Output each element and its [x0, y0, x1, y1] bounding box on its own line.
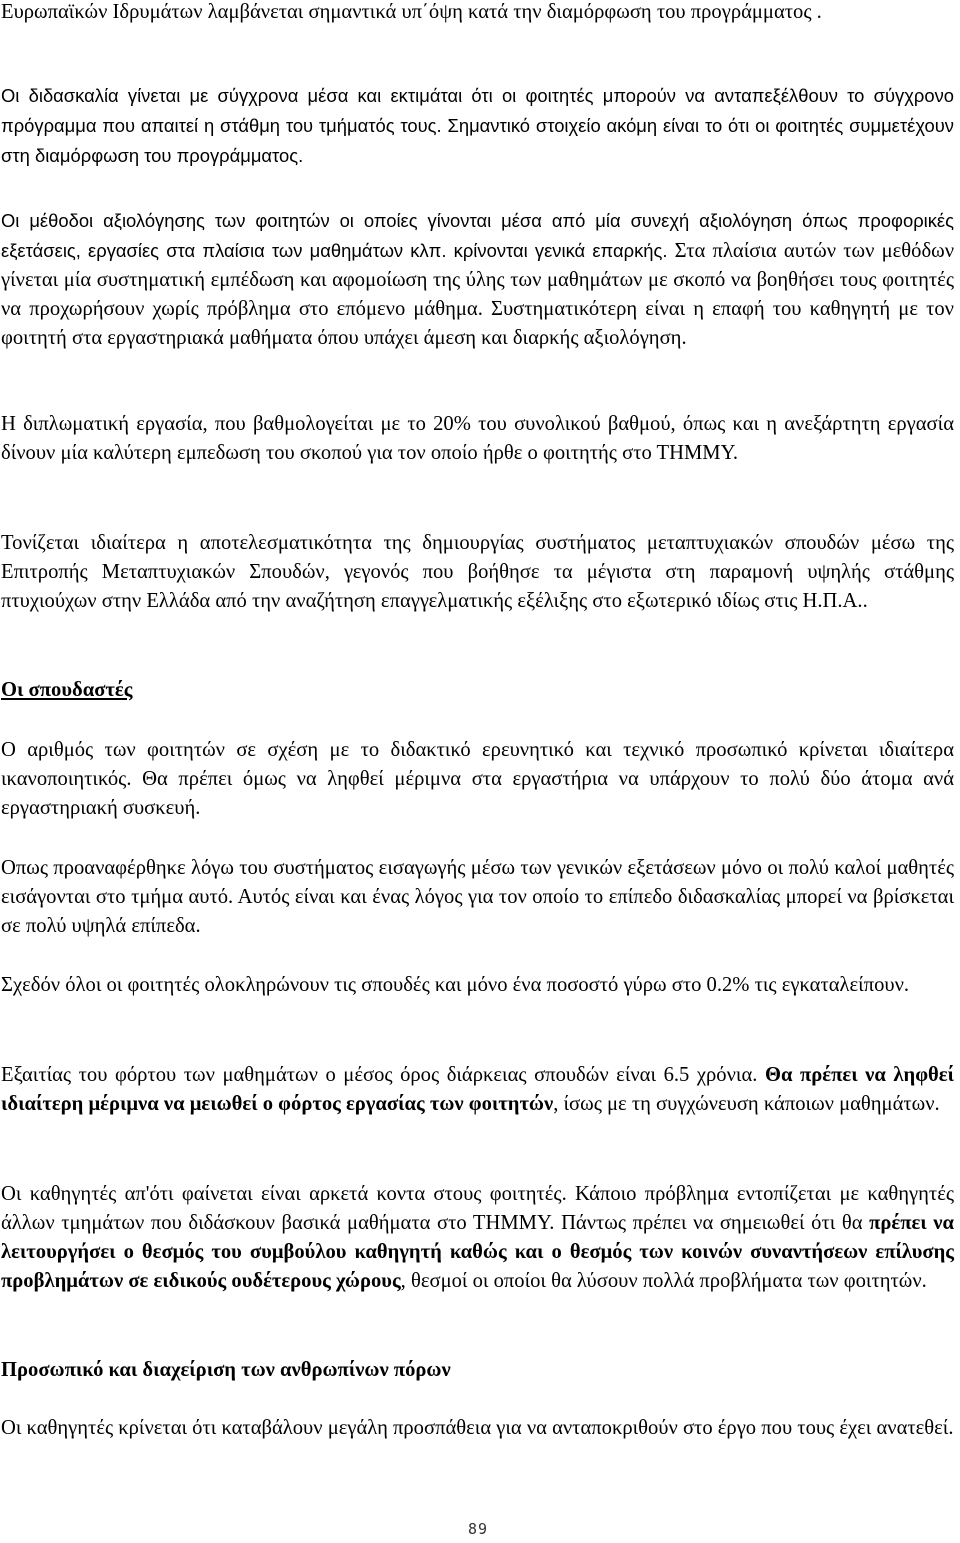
paragraph-9-part-1: Εξαιτίας του φόρτου των μαθημάτων ο μέσος όρος διάρκειας σπουδών είναι 6.5 χρόνια. [1, 1064, 765, 1086]
paragraph-6-part-2: Θα πρέπει όμως να ληφθεί μέριμνα στα εργαστήρια να υπάρχουν το πολύ δύο άτομα ανά εργαστηριακή συσκευή. [1, 768, 954, 819]
paragraph-9-bold: Θα πρέπει να ληφθεί ιδιαίτερη μέριμνα να μειωθεί ο φόρτος εργασίας των φοιτητών [1, 1064, 954, 1115]
paragraph-7 [1, 854, 954, 941]
paragraph-4: Η διπλωματική εργασία, που βαθμολογείται με το 20% του συνολικού βαθμού, όπως και η ανεξάρτητη εργασία δίνουν μία καλύτερη εμπεδωση του σκοπού για τον οποίο ήρθε ο φοιτητής στο ΤΗΜΜΥ. [1, 413, 954, 464]
paragraph-10-part-1: Οι καθηγητές απ'ότι φαίνεται είναι αρκετά κοντα στους φοιτητές. [1, 1183, 576, 1205]
page-number: 89 [467, 1520, 489, 1538]
paragraph-2-part-1: Οι διδασκαλία γίνεται με σύγχρονα μέσα και εκτιμάται ότι οι φοιτητές μπορούν να ανταπεξέλθουν το σύγχρονο πρόγραμμα που απαιτεί η στάθμη του τμήματός τους. [1, 85, 954, 136]
paragraph-6-part-1: Ο αριθμός των φοιτητών σε σχέση με το διδακτικό ερευνητικό και τεχνικό προσωπικό κρίνεται ιδιαίτερα ικανοποιητικός. [1, 739, 954, 790]
paragraph-3-part-1: Οι μέθοδοι αξιολόγησης των φοιτητών οι οποίες γίνονται μέσα από μία συνεχή αξιολόγηση όπως προφορικές εξετάσεις, εργασίες στα πλαίσια των μαθημάτων κλπ. κρίνονται γενικά επαρκής. [1, 210, 954, 261]
paragraph-10 [1, 1180, 954, 1296]
paragraph-10-part-2: Κάποιο πρόβλημα εντοπίζεται με καθηγητές άλλων τμημάτων που διδάσκουν βασικά μαθήματα στο ΤΗΜΜΥ. [1, 1183, 954, 1234]
paragraph-2-part-2: Σημαντικό στοιχείο ακόμη είναι το ότι οι φοιτητές συμμετέχουν στη διαμόρφωση του προγράμματος. [1, 115, 954, 166]
paragraph-1: Ευρωπαϊκών Ιδρυμάτων λαμβάνεται σημαντικά υπ΄όψη κατά την διαμόρφωση του προγράμματος . [1, 1, 822, 23]
paragraph-7-part-1: Οπως προαναφέρθηκε λόγω του συστήματος εισαγωγής μέσω των γενικών εξετάσεων μόνο οι πολύ καλοί μαθητές εισάγονται στο τμήμα αυτό. [1, 857, 954, 908]
paragraph-5: Τονίζεται ιδιαίτερα η αποτελεσματικότητα της δημιουργίας συστήματος μεταπτυχιακών σπουδών μέσω της Επιτροπής Μεταπτυχιακών Σπουδών, γεγονός που βοήθησε τα μέγιστα στη παραμονή υψηλής στάθμης πτυχιούχων στην Ελλάδα από την αναζήτηση επαγγελματικής εξέλιξης στο εξωτερικό ιδίως στις Η.Π.Α.. [1, 532, 954, 612]
paragraph-9-part-2: , ίσως με τη συγχώνευση κάποιων μαθημάτων. [553, 1093, 940, 1115]
paragraph-8: Σχεδόν όλοι οι φοιτητές ολοκληρώνουν τις σπουδές και μόνο ένα ποσοστό γύρω στο 0.2% τις εγκαταλείπουν. [1, 974, 910, 996]
paragraph-11: Οι καθηγητές κρίνεται ότι καταβάλουν μεγάλη προσπάθεια για να ανταποκριθούν στο έργο που τους έχει ανατεθεί. [1, 1417, 954, 1439]
paragraph-7-part-2: Αυτός είναι και ένας λόγος για τον οποίο το επίπεδο διδασκαλίας μπορεί να βρίσκεται σε πολύ υψηλά επίπεδα. [1, 886, 954, 937]
paragraph-3-part-2: Στα πλαίσια αυτών των μεθόδων γίνεται μία συστηματική εμπέδωση και αφομοίωση της ύλης των μαθημάτων με σκοπό να βοηθήσει τους φοιτητές να προχωρήσουν χωρίς πρόβλημα στο επόμενο μάθημα. [1, 240, 955, 320]
paragraph-6 [1, 736, 954, 823]
paragraph-10-bold: πρέπει να λειτουργήσει ο θεσμός του συμβούλου καθηγητή καθώς και ο θεσμός των κοινών συναντήσεων επίλυσης προβλημάτων σε ειδικούς ουδέτερους χώρους [1, 1212, 954, 1292]
paragraph-10-part-4: , θεσμοί οι οποίοι θα λύσουν πολλά προβλήματα των φοιτητών. [400, 1270, 927, 1292]
paragraph-3 [1, 206, 954, 353]
paragraph-10-part-3: Πάντως πρέπει να σημειωθεί ότι θα [561, 1212, 870, 1234]
paragraph-3-part-3: Συστηματικότερη είναι η επαφή του καθηγητή με τον φοιτητή στα εργαστηριακά μαθήματα όπου υπάχει άμεση και διαρκής αξιολόγηση. [1, 298, 954, 349]
section-heading-personnel: Προσωπικό και διαχείριση των ανθρωπίνων πόρων [1, 1359, 451, 1381]
section-heading-students: Οι σπουδαστές [1, 679, 133, 701]
paragraph-2 [1, 81, 954, 171]
paragraph-9 [1, 1061, 954, 1119]
